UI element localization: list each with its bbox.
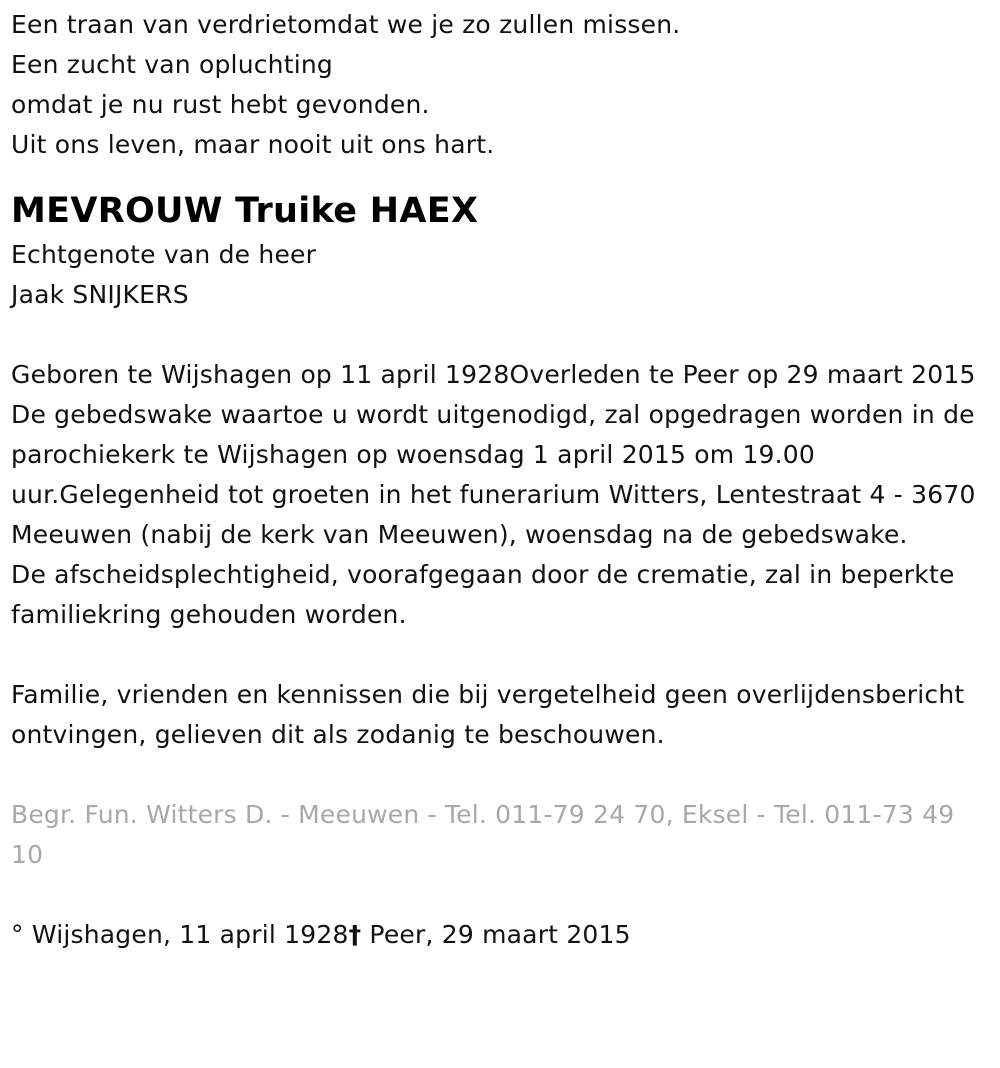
spacer: [11, 755, 990, 795]
deceased-given-name: Truike: [235, 191, 358, 231]
death-summary: Peer, 29 maart 2015: [361, 920, 631, 949]
relation-line: Echtgenote van de heer: [11, 240, 317, 269]
deceased-family-name: HAEX: [369, 191, 479, 231]
cross-icon: †: [348, 920, 362, 949]
deceased-title: MEVROUW: [11, 191, 223, 231]
birth-symbol: °: [11, 920, 24, 949]
notice-text: Familie, vrienden en kennissen die bij vergetelheid geen overlijdensbericht ontvingen, gelieven dit als zodanig te beschouwen.: [11, 680, 965, 749]
poem: [11, 5, 990, 165]
poem-line-3: omdat je nu rust hebt gevonden.: [11, 90, 430, 119]
poem-line-2: Een zucht van opluchting: [11, 50, 333, 79]
spacer: [11, 875, 990, 915]
funeral-home-text: Begr. Fun. Witters D. - Meeuwen - Tel. 011-79 24 70, Eksel - Tel. 011-73 49 10: [11, 800, 955, 869]
spacer: [11, 315, 990, 355]
farewell-text: De afscheidsplechtigheid, voorafgegaan door de crematie, zal in beperkte familiekring gehouden worden.: [11, 560, 955, 629]
deceased-name: [11, 187, 990, 235]
spacer: [11, 635, 990, 675]
poem-line-1: Een traan van verdrietomdat we je zo zullen missen.: [11, 10, 681, 39]
wake-text: De gebedswake waartoe u wordt uitgenodigd, zal opgedragen worden in de parochiekerk te Wijshagen op woensdag 1 april 2015 om 19.00 uur.Gelegenheid tot groeten in het funerarium Witters, Lentestraat 4 - 3670 Meeuwen (nabij de kerk van Meeuwen), woensdag na de gebedswake.: [11, 400, 976, 549]
spouse-name: Jaak SNIJKERS: [11, 280, 189, 309]
birth-death-summary: [11, 915, 990, 955]
birth-death-text: Geboren te Wijshagen op 11 april 1928Overleden te Peer op 29 maart 2015: [11, 360, 976, 389]
birth-summary: Wijshagen, 11 april 1928: [23, 920, 349, 949]
poem-line-4: Uit ons leven, maar nooit uit ons hart.: [11, 130, 495, 159]
